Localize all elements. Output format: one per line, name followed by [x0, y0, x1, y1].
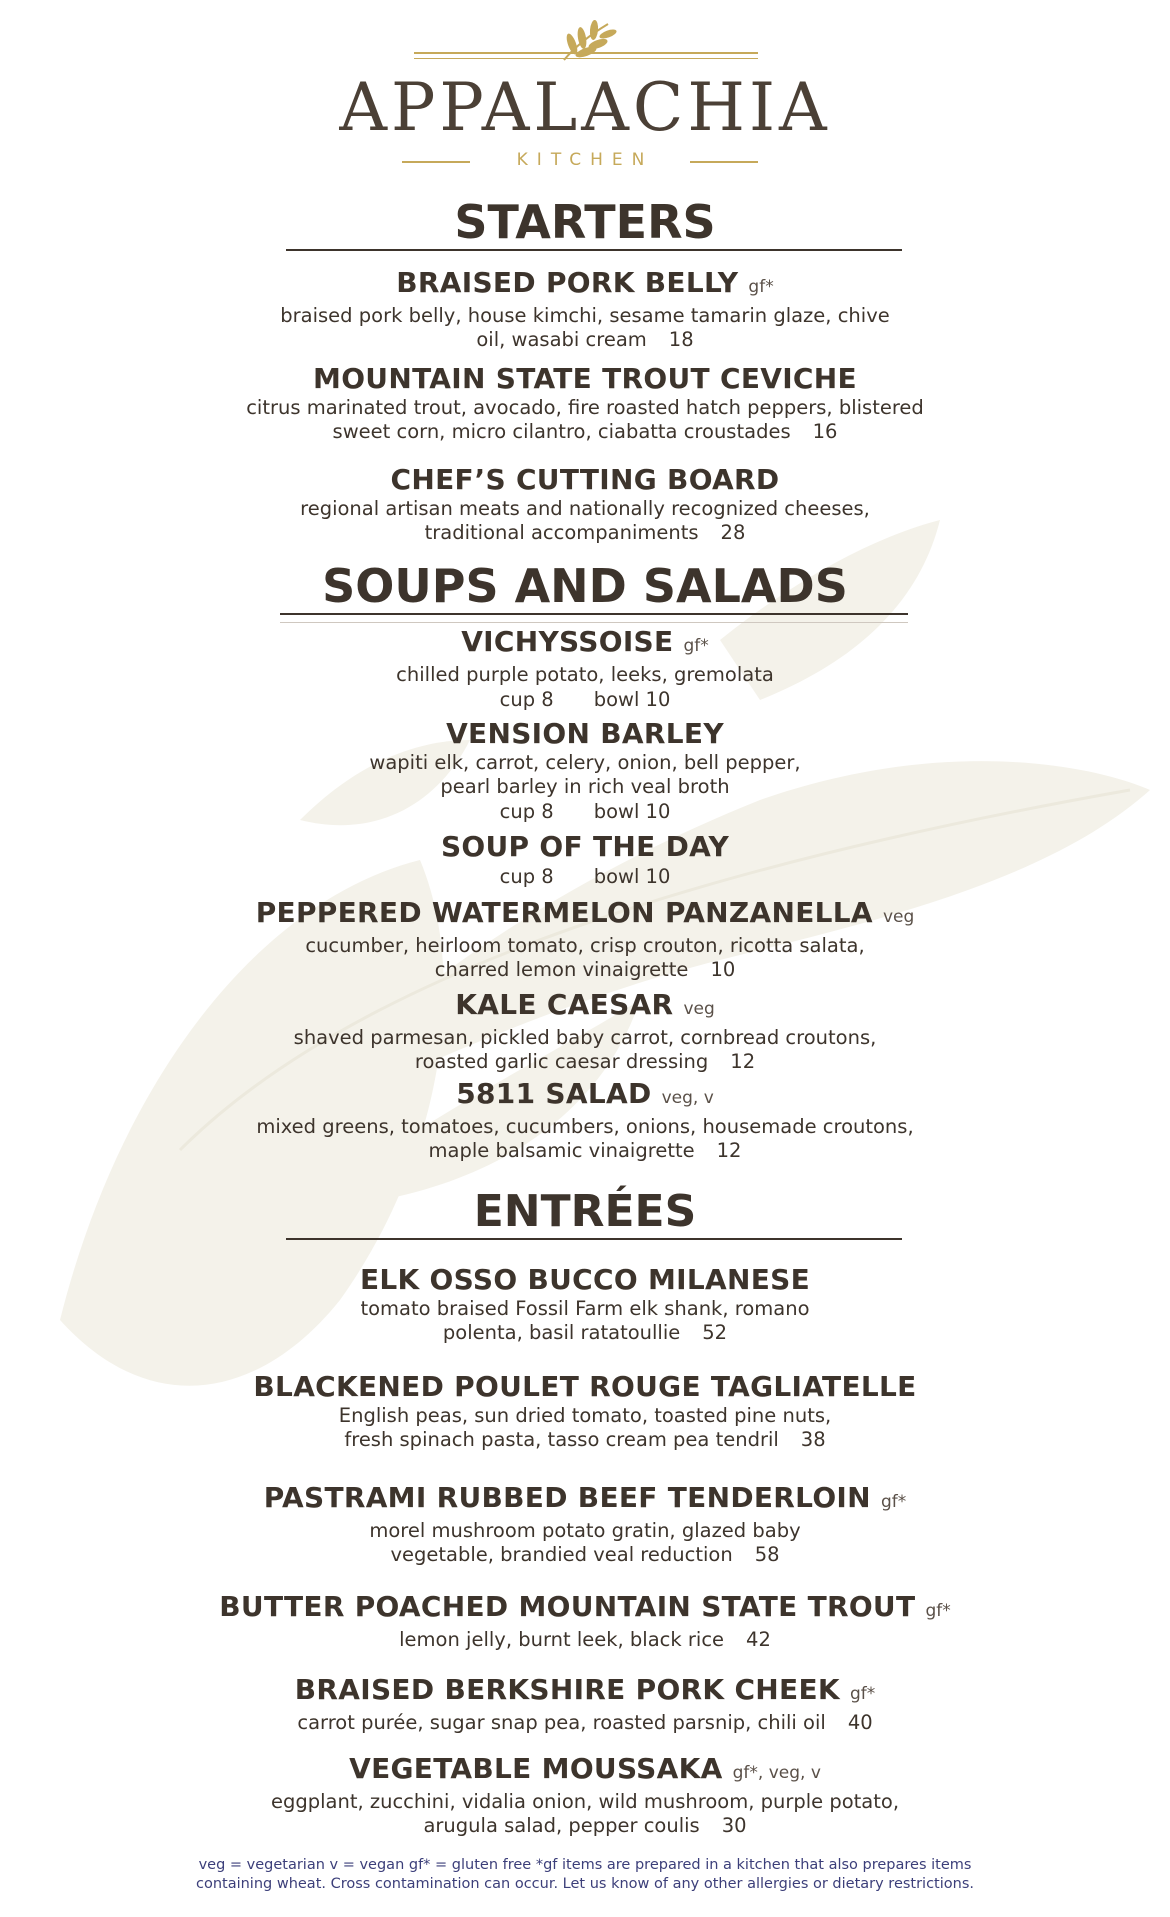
item-diet-tag: veg — [683, 999, 715, 1019]
section-rule-light — [280, 622, 908, 623]
item-price: 12 — [730, 1050, 756, 1073]
menu-item — [0, 1590, 1170, 1652]
item-price: 40 — [847, 1711, 873, 1734]
item-name: ELK OSSO BUCCO MILANESE — [359, 1263, 811, 1296]
item-name: BUTTER POACHED MOUNTAIN STATE TROUT — [219, 1590, 916, 1623]
item-name: VENSION BARLEY — [446, 717, 724, 750]
bowl-price: bowl 10 — [593, 800, 671, 823]
item-description: carrot purée, sugar snap pea, roasted parsnip, chili oil — [297, 1711, 826, 1734]
item-description: polenta, basil ratatoullie — [442, 1321, 681, 1344]
item-diet-tag: gf* — [849, 1684, 876, 1704]
menu-item — [0, 625, 1170, 713]
menu-item — [0, 717, 1170, 825]
item-diet-tag: gf* — [925, 1601, 951, 1621]
item-price: 38 — [800, 1428, 826, 1451]
bowl-price: bowl 10 — [593, 865, 671, 888]
menu-item — [0, 1370, 1170, 1452]
item-name: BRAISED BERKSHIRE PORK CHEEK — [294, 1673, 840, 1706]
menu-item — [0, 1673, 1170, 1735]
item-description: English peas, sun dried tomato, toasted pine nuts, — [338, 1404, 832, 1427]
menu-item — [0, 266, 1170, 352]
section-title-starters: STARTERS — [454, 195, 716, 249]
footnote-line: containing wheat. Cross contamination can occur. Let us know of any other allergies or dietary restrictions. — [195, 1876, 974, 1892]
logo-right-rule — [690, 161, 758, 163]
item-description: cucumber, heirloom tomato, crisp crouton, ricotta salata, — [305, 934, 865, 957]
logo-subtitle: KITCHEN — [516, 150, 654, 170]
item-name: VICHYSSOISE — [461, 625, 674, 658]
dietary-footnote — [0, 1856, 1170, 1894]
item-diet-tag: gf*, veg, v — [732, 1763, 821, 1783]
item-price: 12 — [716, 1139, 742, 1162]
menu-item — [0, 988, 1170, 1074]
item-diet-tag: gf* — [683, 636, 709, 656]
item-name: 5811 SALAD — [456, 1077, 652, 1110]
item-description: mixed greens, tomatoes, cucumbers, onions, housemade croutons, — [256, 1115, 914, 1138]
item-price: 10 — [710, 958, 736, 981]
item-price: 16 — [812, 420, 838, 443]
item-price: 28 — [720, 521, 746, 544]
item-diet-tag: veg — [882, 907, 915, 927]
item-price: 52 — [702, 1321, 728, 1344]
item-description: morel mushroom potato gratin, glazed baby — [369, 1519, 801, 1542]
item-description: maple balsamic vinaigrette — [428, 1139, 695, 1162]
item-description: vegetable, brandied veal reduction — [390, 1543, 733, 1566]
menu-item — [0, 1263, 1170, 1345]
item-name: MOUNTAIN STATE TROUT CEVICHE — [313, 362, 857, 395]
item-description: pearl barley in rich veal broth — [440, 775, 730, 798]
item-name: PEPPERED WATERMELON PANZANELLA — [255, 896, 873, 929]
cup-price: cup 8 — [499, 800, 554, 823]
section-title-entrees: ENTRÉES — [473, 1186, 697, 1237]
logo-top-rule — [414, 52, 758, 59]
menu-item — [0, 1752, 1170, 1838]
item-description: shaved parmesan, pickled baby carrot, cornbread croutons, — [293, 1026, 877, 1049]
item-description: chilled purple potato, leeks, gremolata — [396, 663, 774, 686]
menu-item — [0, 896, 1170, 982]
section-title-soups-salads: SOUPS AND SALADS — [322, 559, 848, 613]
item-description: oil, wasabi cream — [476, 328, 647, 351]
item-name: SOUP OF THE DAY — [440, 830, 730, 863]
footnote-line: veg = vegetarian v = vegan gf* = gluten free *gf items are prepared in a kitchen that also prepares items — [198, 1857, 972, 1873]
bowl-price: bowl 10 — [593, 688, 671, 711]
item-price: 42 — [746, 1628, 771, 1651]
item-description: tomato braised Fossil Farm elk shank, romano — [360, 1297, 810, 1320]
item-description: charred lemon vinaigrette — [434, 958, 689, 981]
item-description: regional artisan meats and nationally recognized cheeses, — [300, 497, 870, 520]
item-name: PASTRAMI RUBBED BEEF TENDERLOIN — [263, 1481, 871, 1514]
menu-item — [0, 830, 1170, 890]
cup-price: cup 8 — [499, 865, 554, 888]
item-description: fresh spinach pasta, tasso cream pea tendril — [344, 1428, 779, 1451]
item-description: roasted garlic caesar dressing — [414, 1050, 709, 1073]
item-diet-tag: gf* — [748, 277, 774, 297]
item-price: 30 — [721, 1814, 747, 1837]
item-description: citrus marinated trout, avocado, fire roasted hatch peppers, blistered — [246, 396, 924, 419]
menu-item — [0, 1481, 1170, 1567]
item-description: wapiti elk, carrot, celery, onion, bell pepper, — [369, 751, 801, 774]
item-name: KALE CAESAR — [455, 988, 674, 1021]
section-rule — [280, 613, 908, 615]
logo-title: APPALACHIA — [339, 69, 831, 146]
item-description: lemon jelly, burnt leek, black rice — [399, 1628, 725, 1651]
section-rule — [286, 1238, 902, 1240]
item-description: braised pork belly, house kimchi, sesame tamarin glaze, chive — [280, 304, 890, 327]
item-description: arugula salad, pepper coulis — [423, 1814, 700, 1837]
item-diet-tag: gf* — [880, 1492, 907, 1512]
item-name: CHEF’S CUTTING BOARD — [390, 463, 780, 496]
section-rule — [286, 249, 902, 251]
cup-price: cup 8 — [499, 688, 554, 711]
item-name: BRAISED PORK BELLY — [396, 266, 739, 299]
item-description: eggplant, zucchini, vidalia onion, wild mushroom, purple potato, — [270, 1790, 900, 1813]
item-description: traditional accompaniments — [424, 521, 699, 544]
item-description: sweet corn, micro cilantro, ciabatta croustades — [332, 420, 791, 443]
menu-item — [0, 362, 1170, 444]
item-name: BLACKENED POULET ROUGE TAGLIATELLE — [253, 1370, 917, 1403]
item-price: 58 — [754, 1543, 780, 1566]
item-price: 18 — [668, 328, 694, 351]
menu-item — [0, 1077, 1170, 1163]
item-diet-tag: veg, v — [661, 1088, 714, 1108]
menu-item — [0, 463, 1170, 545]
item-name: VEGETABLE MOUSSAKA — [349, 1752, 723, 1785]
